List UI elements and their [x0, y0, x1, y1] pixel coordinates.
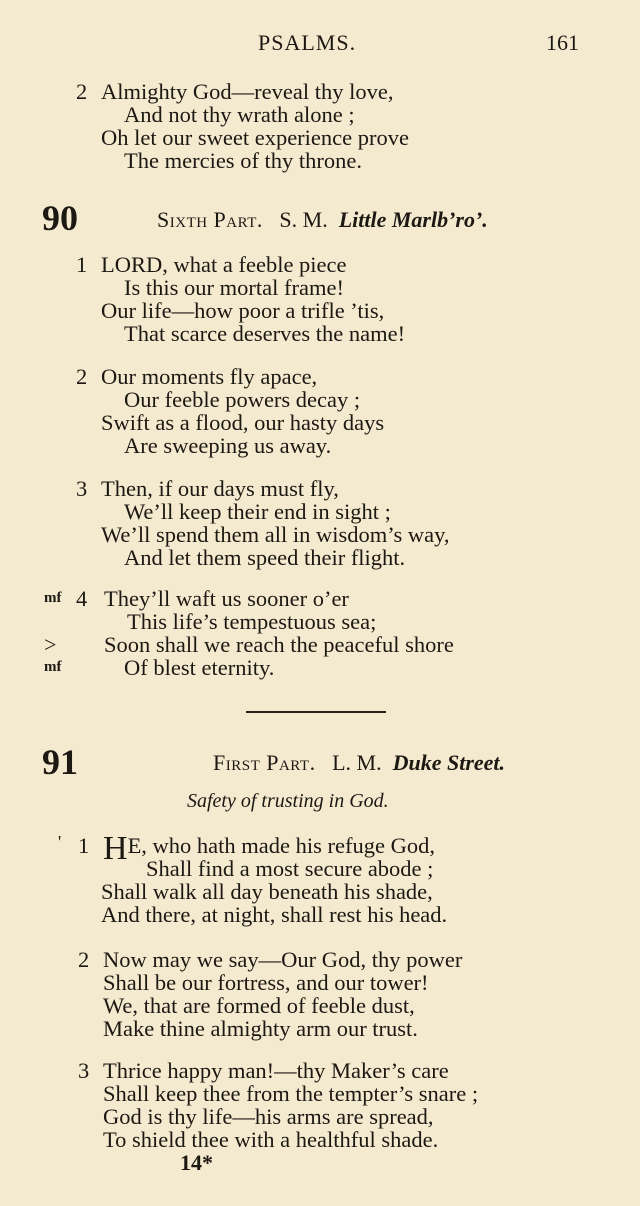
part-label: First Part. [213, 750, 316, 775]
verse-line: The mercies of thy throne. [124, 148, 363, 173]
accent-mark: > [44, 632, 57, 657]
verse-line: Soon shall we reach the peaceful shore [104, 632, 454, 657]
verse-line: Then, if our days must fly, [101, 476, 339, 501]
verse-line: Is this our mortal frame! [124, 275, 344, 300]
meter-label: L. M. [332, 750, 382, 775]
tune-name: Little Marlb’ro’. [338, 207, 488, 232]
verse-line: Shall be our fortress, and our tower! [103, 970, 429, 995]
verse-number: 2 [76, 364, 88, 389]
running-head: PSALMS. [258, 30, 357, 55]
part-label: Sixth Part. [157, 207, 263, 232]
verse-number: 4 [76, 586, 88, 611]
verse-line: LORD, what a feeble piece [101, 252, 347, 277]
verse-line: God is thy life—his arms are spread, [103, 1104, 434, 1129]
psalm-heading [157, 208, 488, 232]
verse-line: Oh let our sweet experience prove [101, 125, 409, 150]
verse-number: 3 [78, 1058, 90, 1083]
verse-line: Now may we say—Our God, thy power [103, 947, 463, 972]
dynamic-mark: mf [44, 659, 62, 675]
verse-line: Shall find a most secure abode ; [146, 856, 434, 881]
verse-number: 3 [76, 476, 88, 501]
verse-line: To shield thee with a healthful shade. [103, 1127, 439, 1152]
verse-line: Shall keep thee from the tempter’s snare ; [103, 1081, 479, 1106]
signature-mark: 14* [180, 1150, 213, 1175]
psalm-subtitle: Safety of trusting in God. [187, 790, 389, 812]
verse-number: 1 [78, 833, 90, 858]
drop-cap: H [103, 830, 128, 867]
psalm-number: 90 [42, 198, 78, 238]
psalm-number: 91 [42, 742, 78, 782]
verse-line: Shall walk all day beneath his shade, [101, 879, 433, 904]
verse-line: This life’s tempestuous sea; [127, 609, 377, 634]
verse-number: 2 [78, 947, 90, 972]
verse-line: HE, who hath made his refuge God, [103, 830, 435, 867]
verse-line: Almighty God—reveal thy love, [101, 79, 394, 104]
verse-line: Of blest eternity. [124, 655, 275, 680]
verse-line: And let them speed their flight. [124, 545, 406, 570]
verse-number: 2 [76, 79, 88, 104]
verse-line: Are sweeping us away. [124, 433, 332, 458]
psalm-heading [213, 751, 505, 775]
verse-line: Swift as a flood, our hasty days [101, 410, 385, 435]
verse-line: They’ll waft us sooner o’er [104, 586, 349, 611]
dynamic-mark: mf [44, 590, 62, 606]
verse-line: That scarce deserves the name! [124, 321, 406, 346]
verse-line: Make thine almighty arm our trust. [103, 1016, 418, 1041]
verse-line: Thrice happy man!—thy Maker’s care [103, 1058, 449, 1083]
verse-line: Our feeble powers decay ; [124, 387, 361, 412]
tick-mark: ' [58, 832, 62, 852]
page-number: 161 [546, 30, 579, 55]
verse-line: And there, at night, shall rest his head. [101, 902, 448, 927]
verse-line: We’ll keep their end in sight ; [124, 499, 391, 524]
verse-number: 1 [76, 252, 88, 277]
section-divider [246, 711, 386, 713]
verse-line: We, that are formed of feeble dust, [103, 993, 415, 1018]
tune-name: Duke Street. [392, 750, 506, 775]
verse-line: And not thy wrath alone ; [124, 102, 355, 127]
meter-label: S. M. [279, 207, 328, 232]
verse-line: Our life—how poor a trifle ’tis, [101, 298, 385, 323]
verse-line: We’ll spend them all in wisdom’s way, [101, 522, 450, 547]
verse-line: Our moments fly apace, [101, 364, 318, 389]
